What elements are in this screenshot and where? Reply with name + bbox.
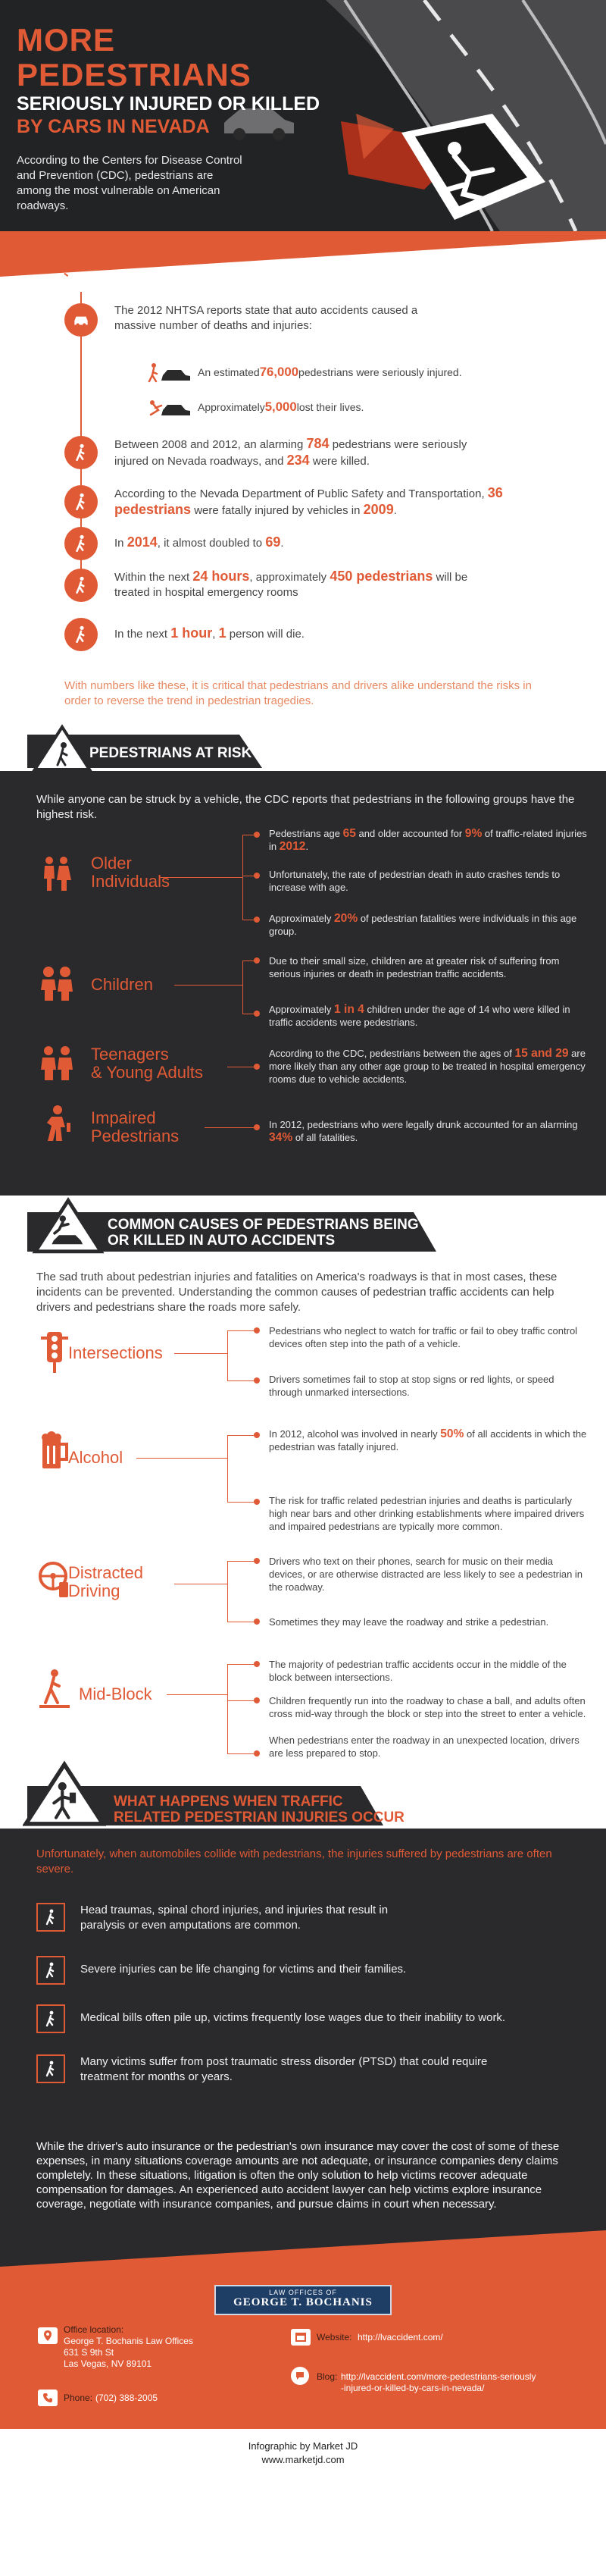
credit-url[interactable]: www.marketjd.com [261, 2454, 345, 2465]
walker-icon [64, 569, 98, 602]
title-line-2: SERIOUSLY INJURED OR KILLED [17, 93, 320, 114]
blog-link[interactable]: http://lvaccident.com/more-pedestrians-seriously -injured-or-killed-by-cars-in-nevada/ [341, 2371, 536, 2393]
pedestrian-box-icon [36, 2004, 65, 2033]
stat-row-2009 [64, 485, 549, 519]
cause-alcohol-title: Alcohol [68, 1448, 123, 1467]
children-icon [38, 964, 76, 1002]
location-pin-icon [38, 2327, 58, 2344]
injured-person-icon [23, 1759, 106, 1829]
stats-closing: With numbers like these, it is critical that pedestrians and drivers alike understand the risks in order to reverse the trend in pedestrian tragedies. [64, 679, 532, 707]
older-bullet-1: Pedestrians age 65 and older accounted for 9% of traffic-related injuries in 2012. [269, 827, 587, 853]
title-line-1: MORE PEDESTRIANS [17, 22, 251, 92]
causes-section [0, 1255, 606, 1759]
stat-1h-text: In the next 1 hour, 1 person will die. [114, 625, 305, 641]
phone-number[interactable]: (702) 388-2005 [95, 2393, 158, 2403]
midblock-bullet-2: Children frequently run into the roadway to chase a ball, and adults often cross mid-way through the block or step into the street to enter a vehicle. [269, 1695, 586, 1719]
office-address: George T. Bochanis Law Offices 631 S 9th St Las Vegas, NV 89101 [64, 2336, 193, 2369]
orange-wedge [0, 231, 606, 277]
pedestrian-car-icon [148, 362, 192, 383]
teens-icon [38, 1044, 76, 1082]
stats-section [0, 231, 606, 724]
what-section [0, 1829, 606, 2230]
older-bullet-2: Unfortunately, the rate of pedestrian death in auto crashes tends to increase with age. [269, 869, 561, 893]
group-impaired-title: Impaired Pedestrians [91, 1108, 180, 1145]
blog-icon [291, 2367, 309, 2385]
phone-label: Phone: [64, 2393, 93, 2403]
traffic-light-icon [38, 1330, 71, 1373]
credit [0, 2429, 606, 2474]
what-item-text: Medical bills often pile up, victims frequently lose wages due to their inability to work. [80, 2011, 506, 2024]
impaired-bullet-1: In 2012, pedestrians who were legally drunk accounted for an alarming 34% of all fatalities. [269, 1119, 578, 1144]
midblock-bullet-3: When pedestrians enter the roadway in an unexpected location, drivers are less prepared to stop. [269, 1735, 579, 1759]
risk-intro: While anyone can be struck by a vehicle, the CDC reports that pedestrians in the following groups have the highest risk. [36, 793, 575, 821]
cause-distracted-title: Distracted Driving [68, 1563, 144, 1600]
pedestrian-box-icon [36, 1956, 65, 1985]
older-bullet-3: Approximately 20% of pedestrian fatalities were individuals in this age group. [269, 912, 577, 937]
phone-wheel-icon [38, 1558, 71, 1599]
stat-row-nhtsa [64, 303, 549, 337]
injured-number: 76,000 [259, 365, 299, 379]
stat-row-24h [64, 569, 549, 602]
stat-killed [148, 396, 364, 418]
group-children-title: Children [91, 975, 153, 994]
risk-heading: PEDESTRIANS AT RISK [89, 745, 252, 761]
injured-pre: An estimated [198, 366, 260, 378]
what-intro: Unfortunately, when automobiles collide with pedestrians, the injuries suffered by pedestrians are often severe. [36, 1847, 552, 1876]
header-intro: According to the Centers for Disease Control and Prevention (CDC), pedestrians are among the most vulnerable on American roadways. [17, 154, 242, 212]
credit-line: Infographic by Market JD [248, 2440, 358, 2452]
title-line-3: BY CARS IN NEVADA [17, 116, 210, 137]
stat-row-2014 [64, 527, 549, 560]
stat-2014-text: In 2014, it almost doubled to 69. [114, 534, 284, 550]
alcohol-bullet-1: In 2012, alcohol was involved in nearly 50% of all accidents in which the pedestrian was fatally injured. [269, 1427, 587, 1453]
killed-number: 5,000 [264, 400, 297, 414]
midblock-bullet-1: The majority of pedestrian traffic accidents occur in the middle of the block between intersections. [269, 1659, 567, 1683]
cause-intersections-title: Intersections [68, 1343, 163, 1362]
footer [0, 2230, 606, 2429]
what-item [36, 2004, 565, 2033]
what-item [36, 1903, 398, 1933]
stat-24h-text: Within the next 24 hours, approximately 450 pedestrians will be treated in hospital emergency rooms [114, 569, 468, 599]
stat-2008-text: Between 2008 and 2012, an alarming 784 pedestrians were seriously injured on Nevada roadways, and 234 were killed. [114, 436, 467, 468]
walker-icon [64, 436, 98, 469]
stat-injured [148, 362, 462, 383]
risk-section [0, 771, 606, 1196]
law-office-logo: LAW OFFICES OF GEORGE T. BOCHANIS [214, 2285, 392, 2315]
what-item-text: Severe injuries can be life changing for victims and their families. [80, 1963, 407, 1976]
section-heading-what [0, 1759, 606, 1829]
killed-pre: Approximately [198, 401, 265, 413]
walker-icon [64, 527, 98, 560]
injured-post: pedestrians were seriously injured. [298, 366, 462, 378]
office-label: Office location: [64, 2324, 124, 2335]
distracted-bullet-1: Drivers who text on their phones, search for music on their media devices, or are otherwise distracted are less likely to see a pedestrian in the roadway. [269, 1556, 583, 1593]
car-circle-icon [64, 303, 98, 337]
elderly-couple-icon [38, 854, 76, 892]
distracted-bullet-2: Sometimes they may leave the roadway and strike a pedestrian. [269, 1616, 549, 1628]
causes-heading: COMMON CAUSES OF PEDESTRIANS BEING INJURED OR KILLED IN AUTO ACCIDENTS [108, 1217, 486, 1249]
pedestrian-hit-icon [148, 396, 192, 418]
hero-header [0, 0, 606, 231]
section-heading-risk [0, 724, 606, 771]
intersections-bullet-2: Drivers sometimes fail to stop at stop signs or red lights, or speed through unmarked intersections. [269, 1374, 554, 1398]
stat-row-1h [64, 618, 549, 651]
children-bullet-1: Due to their small size, children are at greater risk of suffering from serious injuries or death in pedestrian traffic accidents. [269, 955, 560, 979]
stat-row-2008 [64, 436, 549, 469]
what-item [36, 2054, 504, 2085]
crossing-pedestrian-icon [38, 1668, 71, 1709]
what-item-text: Head traumas, spinal chord injuries, and injuries that result in paralysis or even amputations are common. [80, 1904, 389, 1932]
what-outro: While the driver's auto insurance or the pedestrian's own insurance may cover the cost of some of these expenses, in many situations coverage amounts are not adequate, or insurance companies deny claims completely. In these situations, litigation is often the only solution to help victims recover adequate compensation for damages. An experienced auto accident lawyer can help victims explore insurance coverage, negotiate with insurance companies, and pursue claims in court when necessary. [36, 2140, 560, 2211]
children-bullet-2: Approximately 1 in 4 children under the age of 14 who were killed in traffic accidents were pedestrians. [269, 1003, 570, 1028]
what-item [36, 1956, 565, 1985]
group-older-title: Older Individuals [91, 854, 170, 891]
cause-midblock-title: Mid-Block [79, 1684, 152, 1703]
walker-icon [64, 485, 98, 519]
what-heading: WHAT HAPPENS WHEN TRAFFIC RELATED PEDESTRIAN INJURIES OCCUR [114, 1794, 405, 1825]
causes-intro: The sad truth about pedestrian injuries and fatalities on America's roadways is that in most cases, these incidents can be prevented. Understanding the common causes of pedestrian traffic accidents can help drivers and pedestrians share the roads more safely. [36, 1271, 558, 1314]
what-item-text: Many victims suffer from post traumatic stress disorder (PTSD) that could require treatment for months or years. [80, 2055, 488, 2083]
stat-2009-text: According to the Nevada Department of Public Safety and Transportation, 36 pedestrians were fatally injured by vehicles in 2009. [114, 485, 503, 517]
phone-icon [38, 2390, 58, 2406]
pedestrian-box-icon [36, 1903, 65, 1932]
teens-bullet-1: According to the CDC, pedestrians between the ages of 15 and 29 are more likely than any other age group to be treated in hospital emergency rooms due to vehicle accidents. [269, 1047, 586, 1085]
killed-post: lost their lives. [296, 401, 364, 413]
impaired-pedestrian-icon [38, 1105, 76, 1142]
intersections-bullet-1: Pedestrians who neglect to watch for traffic or fail to obey traffic control devices often step into the path of a vehicle. [269, 1325, 578, 1349]
section-heading-causes [0, 1196, 606, 1255]
header-titles [17, 23, 335, 214]
website-link[interactable]: http://lvaccident.com/ [358, 2332, 443, 2343]
blog-label: Blog: [317, 2371, 338, 2382]
stat-nhtsa-text: The 2012 NHTSA reports state that auto accidents caused a massive number of deaths and injuries: [114, 304, 418, 332]
website-icon [291, 2329, 311, 2346]
beer-mug-icon [38, 1431, 71, 1471]
website-label: Website: [317, 2332, 352, 2343]
walker-icon [64, 618, 98, 651]
pedestrian-warning-icon [32, 724, 92, 771]
footer-wedge [0, 2230, 606, 2276]
group-teens-title: Teenagers & Young Adults [91, 1045, 204, 1082]
pedestrian-box-icon [36, 2054, 65, 2083]
car-warning-icon [32, 1196, 105, 1255]
alcohol-bullet-2: The risk for traffic related pedestrian injuries and deaths is particularly high near bars and other drinking establishments where impaired drivers and impaired pedestrians are typically more common. [269, 1495, 585, 1532]
